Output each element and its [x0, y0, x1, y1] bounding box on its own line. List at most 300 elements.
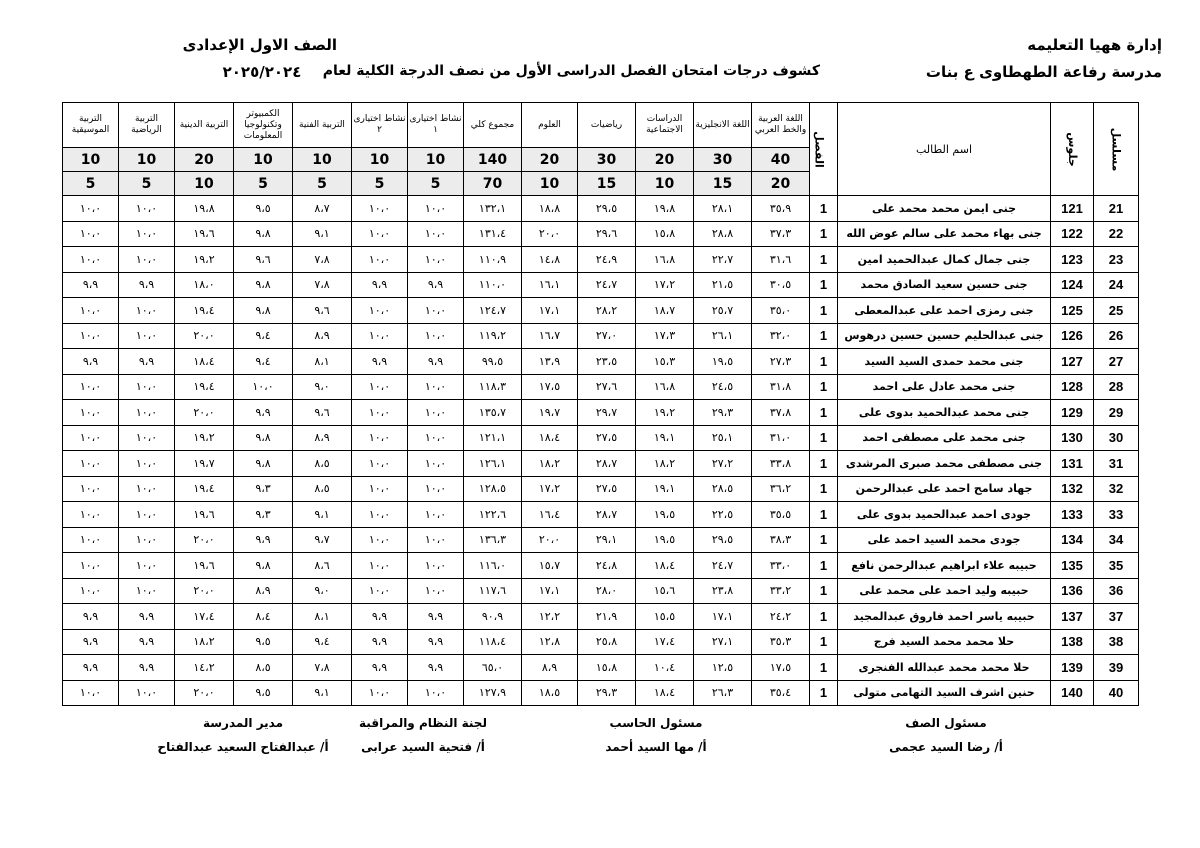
grade-cell: ١٤،٨ — [522, 247, 578, 273]
term-cell: 1 — [810, 196, 838, 222]
term-cell: 1 — [810, 527, 838, 553]
student-name-cell: جنى محمد حمدى السيد السيد — [838, 349, 1051, 375]
signature-title: مسئول الصف — [905, 716, 987, 730]
serial-cell: 26 — [1094, 323, 1139, 349]
student-name-cell: جنى عبدالحليم حسين حسين درهوس — [838, 323, 1051, 349]
grade-cell: ١٠،٠ — [119, 221, 175, 247]
subject-header: نشاط اختيارى ١ — [408, 103, 464, 148]
grade-cell: ٢٠،٠ — [175, 680, 234, 706]
grade-cell: ١٠،٠ — [408, 323, 464, 349]
student-name-cell: حنين اشرف السيد التهامى متولى — [838, 680, 1051, 706]
serial-cell: 37 — [1094, 604, 1139, 630]
subject-max-score: 40 — [752, 148, 810, 172]
seat-number-cell: 134 — [1051, 527, 1094, 553]
grade-level: الصف الاول الإعدادى — [182, 36, 337, 54]
signature-block — [851, 716, 1041, 754]
serial-cell: 35 — [1094, 553, 1139, 579]
grade-cell: ١٢٧،٩ — [464, 680, 522, 706]
serial-cell: 33 — [1094, 502, 1139, 528]
grade-cell: ٣٥،٩ — [752, 196, 810, 222]
grade-cell: ٩،٧ — [293, 527, 352, 553]
serial-cell: 39 — [1094, 655, 1139, 681]
term-cell: 1 — [810, 400, 838, 426]
grade-cell: ١٢،٨ — [522, 629, 578, 655]
grade-cell: ٩،٩ — [63, 655, 119, 681]
grade-cell: ١٧،٥ — [522, 374, 578, 400]
subject-header: رياضيات — [578, 103, 636, 148]
grade-cell: ٢٧،٢ — [694, 451, 752, 477]
grade-cell: ٩،٤ — [234, 349, 293, 375]
sheet-title: كشوف درجات امتحان الفصل الدراسى الأول من نصف الدرجة الكلية لعام — [322, 63, 820, 79]
grade-cell: ١٦،٧ — [522, 323, 578, 349]
grade-cell: ٢٤،٧ — [578, 272, 636, 298]
grade-cell: ٩،٩ — [234, 400, 293, 426]
subject-max-score: 30 — [694, 148, 752, 172]
grade-cell: ١٨،٢ — [636, 451, 694, 477]
grade-cell: ٣٧،٣ — [752, 221, 810, 247]
grade-cell: ١٣١،٤ — [464, 221, 522, 247]
grade-cell: ٩،٨ — [234, 553, 293, 579]
grade-cell: ٢١،٩ — [578, 604, 636, 630]
grade-cell: ٩،٩ — [119, 272, 175, 298]
student-name-cell: جنى محمد على مصطفى احمد — [838, 425, 1051, 451]
signature-block — [561, 716, 751, 754]
grade-cell: ١٠،٠ — [63, 680, 119, 706]
grade-cell: ٩،٩ — [119, 349, 175, 375]
grade-cell: ٩،٦ — [234, 247, 293, 273]
grade-cell: ٩،٩ — [119, 655, 175, 681]
grade-cell: ٩،٩ — [408, 604, 464, 630]
grade-cell: ١٠،٠ — [119, 527, 175, 553]
grade-cell: ٢٨،٨ — [694, 221, 752, 247]
grade-cell: ١٠،٠ — [119, 374, 175, 400]
grade-cell: ١٠،٠ — [63, 527, 119, 553]
subject-max-score: 20 — [522, 148, 578, 172]
grade-cell: ٢٨،٥ — [694, 476, 752, 502]
table-row — [63, 400, 1139, 426]
grade-cell: ٣٥،٠ — [752, 298, 810, 324]
grade-cell: ٣٧،٨ — [752, 400, 810, 426]
table-row — [63, 323, 1139, 349]
seat-number-cell: 124 — [1051, 272, 1094, 298]
student-name-cell: حلا محمد محمد السيد فرج — [838, 629, 1051, 655]
table-row — [63, 578, 1139, 604]
grade-cell: ١١٧،٦ — [464, 578, 522, 604]
grade-cell: ١٧،١ — [522, 298, 578, 324]
serial-cell: 32 — [1094, 476, 1139, 502]
serial-cell: 31 — [1094, 451, 1139, 477]
grade-cell: ١٧،٢ — [636, 272, 694, 298]
seat-number-cell: 122 — [1051, 221, 1094, 247]
grade-cell: ٩،٨ — [234, 451, 293, 477]
grade-cell: ١٦،٨ — [636, 374, 694, 400]
grade-cell: ٩٩،٥ — [464, 349, 522, 375]
grade-cell: ٢٧،٦ — [578, 374, 636, 400]
grade-cell: ١٠،٠ — [352, 476, 408, 502]
grade-cell: ١٩،٧ — [175, 451, 234, 477]
grade-cell: ٣٢،٠ — [752, 323, 810, 349]
grade-cell: ١٩،٦ — [175, 553, 234, 579]
grade-cell: ١٢٦،١ — [464, 451, 522, 477]
grade-cell: ٢٤،٢ — [752, 604, 810, 630]
grade-cell: ١٠،٠ — [408, 196, 464, 222]
grade-cell: ١٠،٤ — [636, 655, 694, 681]
subject-half-score: 5 — [63, 172, 119, 196]
subject-header: الكمبيوتر وتكنولوجيا المعلومات — [234, 103, 293, 148]
grade-cell: ١٩،٨ — [175, 196, 234, 222]
table-row — [63, 451, 1139, 477]
grade-cell: ٣١،٠ — [752, 425, 810, 451]
table-row — [63, 425, 1139, 451]
grade-cell: ١٠،٠ — [119, 196, 175, 222]
administration-name: إدارة ههيا التعليمه — [1027, 36, 1162, 54]
grade-cell: ٣٣،٨ — [752, 451, 810, 477]
student-name-cell: جهاد سامح احمد على عبدالرحمن — [838, 476, 1051, 502]
header-term-label: الفصل — [812, 130, 826, 168]
grade-cell: ٢٧،١ — [694, 629, 752, 655]
grade-cell: ١٢،٥ — [694, 655, 752, 681]
signature-block — [148, 716, 338, 754]
subject-half-score: 5 — [293, 172, 352, 196]
seat-number-cell: 133 — [1051, 502, 1094, 528]
table-row — [63, 680, 1139, 706]
grade-cell: ١٠،٠ — [352, 527, 408, 553]
subject-max-score: 10 — [119, 148, 175, 172]
grade-cell: ١٠،٠ — [63, 476, 119, 502]
grade-cell: ١٢١،١ — [464, 425, 522, 451]
grade-cell: ١٠،٠ — [63, 298, 119, 324]
table-row — [63, 527, 1139, 553]
grade-cell: ١٩،٤ — [175, 298, 234, 324]
grade-cell: ١٠،٠ — [408, 400, 464, 426]
grade-cell: ٧،٨ — [293, 655, 352, 681]
table-row — [63, 604, 1139, 630]
seat-number-cell: 127 — [1051, 349, 1094, 375]
grade-cell: ١٠،٠ — [63, 374, 119, 400]
term-cell: 1 — [810, 502, 838, 528]
grade-cell: ١٥،٧ — [522, 553, 578, 579]
grade-cell: ١٠،٠ — [119, 298, 175, 324]
grade-cell: ٨،٩ — [234, 578, 293, 604]
subject-max-score: 10 — [63, 148, 119, 172]
term-cell: 1 — [810, 655, 838, 681]
grade-cell: ٣٥،٥ — [752, 502, 810, 528]
grade-cell: ١١٨،٣ — [464, 374, 522, 400]
term-cell: 1 — [810, 323, 838, 349]
subject-max-score: 10 — [293, 148, 352, 172]
grade-cell: ٩،١ — [293, 502, 352, 528]
term-cell: 1 — [810, 349, 838, 375]
grade-cell: ٩،٥ — [234, 629, 293, 655]
grade-cell: ١٠،٠ — [63, 247, 119, 273]
grade-cell: ٧،٨ — [293, 272, 352, 298]
grade-cell: ١٠،٠ — [352, 451, 408, 477]
term-cell: 1 — [810, 425, 838, 451]
grade-cell: ٢٠،٠ — [175, 527, 234, 553]
grade-cell: ١٠،٠ — [352, 247, 408, 273]
header-serial — [1094, 103, 1139, 196]
seat-number-cell: 132 — [1051, 476, 1094, 502]
grade-cell: ٩،٩ — [352, 655, 408, 681]
grade-cell: ١٩،٦ — [175, 502, 234, 528]
grade-cell: ٩،٥ — [234, 680, 293, 706]
grade-cell: ٩،٦ — [293, 400, 352, 426]
grade-cell: ٢٦،٣ — [694, 680, 752, 706]
serial-cell: 30 — [1094, 425, 1139, 451]
grade-cell: ١٧،١ — [522, 578, 578, 604]
signature-title: مسئول الحاسب — [609, 716, 703, 730]
grade-cell: ٢١،٥ — [694, 272, 752, 298]
grade-cell: ٢٨،٢ — [578, 298, 636, 324]
header-student-name: اسم الطالب — [838, 103, 1051, 196]
grade-cell: ٩،٩ — [234, 527, 293, 553]
grade-cell: ٩،٤ — [293, 629, 352, 655]
grade-cell: ١٩،١ — [636, 425, 694, 451]
table-row — [63, 247, 1139, 273]
grade-cell: ١٠،٠ — [119, 680, 175, 706]
term-cell: 1 — [810, 298, 838, 324]
header-seat-label: جلوس — [1065, 131, 1079, 167]
grade-cell: ٨،١ — [293, 349, 352, 375]
school-name: مدرسة رفاعة الطهطاوى ع بنات — [925, 63, 1162, 81]
grade-cell: ٢٠،٠ — [522, 527, 578, 553]
signature-block — [328, 716, 518, 754]
grade-cell: ١٥،٨ — [636, 221, 694, 247]
grade-cell: ١٣٥،٧ — [464, 400, 522, 426]
grade-cell: ١٤،٢ — [175, 655, 234, 681]
grade-cell: ٩،٨ — [234, 425, 293, 451]
serial-cell: 24 — [1094, 272, 1139, 298]
table-row — [63, 349, 1139, 375]
grade-cell: ٩،٠ — [293, 578, 352, 604]
grade-cell: ٩،٣ — [234, 502, 293, 528]
grade-cell: ٢٨،٧ — [578, 502, 636, 528]
grade-cell: ٢٨،٠ — [578, 578, 636, 604]
grade-cell: ٨،٤ — [234, 604, 293, 630]
grade-cell: ١٠،٠ — [234, 374, 293, 400]
grade-cell: ٣٠،٥ — [752, 272, 810, 298]
subject-max-score: 20 — [175, 148, 234, 172]
grade-cell: ١٠،٠ — [119, 247, 175, 273]
grade-cell: ٩،٩ — [352, 272, 408, 298]
serial-cell: 34 — [1094, 527, 1139, 553]
grade-cell: ١٧،٥ — [752, 655, 810, 681]
term-cell: 1 — [810, 451, 838, 477]
grade-cell: ٨،٥ — [293, 476, 352, 502]
grade-cell: ٨،٩ — [293, 323, 352, 349]
table-row — [63, 553, 1139, 579]
grade-cell: ١٠،٠ — [119, 400, 175, 426]
grade-cell: ٩،٩ — [408, 629, 464, 655]
table-row — [63, 655, 1139, 681]
grade-cell: ٨،٩ — [293, 425, 352, 451]
subject-half-score: 10 — [636, 172, 694, 196]
grade-cell: ١٠،٠ — [352, 553, 408, 579]
grade-cell: ١٣٦،٣ — [464, 527, 522, 553]
student-name-cell: حبيبه وليد احمد على محمد على — [838, 578, 1051, 604]
subject-half-score: 5 — [352, 172, 408, 196]
grade-cell: ٩،٩ — [408, 349, 464, 375]
subject-half-score: 15 — [694, 172, 752, 196]
student-name-cell: جنى جمال كمال عبدالحميد امين — [838, 247, 1051, 273]
grade-cell: ٢٤،٧ — [694, 553, 752, 579]
grade-cell: ١١٩،٢ — [464, 323, 522, 349]
grade-cell: ١٠،٠ — [119, 323, 175, 349]
term-cell: 1 — [810, 578, 838, 604]
grade-cell: ١٠،٠ — [408, 476, 464, 502]
grade-cell: ١٨،٤ — [636, 680, 694, 706]
subject-max-score: 10 — [234, 148, 293, 172]
seat-number-cell: 140 — [1051, 680, 1094, 706]
grade-cell: ٣٨،٣ — [752, 527, 810, 553]
grade-cell: ٦٥،٠ — [464, 655, 522, 681]
grade-cell: ٩،٩ — [352, 349, 408, 375]
term-cell: 1 — [810, 553, 838, 579]
student-name-cell: جنى محمد عادل على احمد — [838, 374, 1051, 400]
grade-cell: ١٨،٨ — [522, 196, 578, 222]
subject-header: مجموع كلي — [464, 103, 522, 148]
grade-cell: ١٧،٤ — [175, 604, 234, 630]
subject-header: نشاط اختيارى ٢ — [352, 103, 408, 148]
grade-cell: ١٠،٠ — [119, 451, 175, 477]
grade-cell: ١٥،٥ — [636, 604, 694, 630]
grade-cell: ٩،٩ — [63, 349, 119, 375]
grade-cell: ٢٢،٥ — [694, 502, 752, 528]
student-name-cell: جنى حسين سعيد الصادق محمد — [838, 272, 1051, 298]
grade-cell: ٢٧،٥ — [578, 476, 636, 502]
grade-cell: ١٠،٠ — [63, 425, 119, 451]
grade-cell: ٩،٩ — [63, 629, 119, 655]
grade-cell: ٢٢،٧ — [694, 247, 752, 273]
grade-cell: ١٨،٢ — [175, 629, 234, 655]
header-term — [810, 103, 838, 196]
grade-cell: ١٩،٥ — [636, 502, 694, 528]
term-cell: 1 — [810, 374, 838, 400]
grade-cell: ١٠،٠ — [352, 502, 408, 528]
grade-cell: ١٠،٠ — [408, 221, 464, 247]
grade-cell: ٣١،٨ — [752, 374, 810, 400]
grade-cell: ٢٧،٥ — [578, 425, 636, 451]
grade-cell: ١٠،٠ — [119, 553, 175, 579]
grade-cell: ٢٤،٥ — [694, 374, 752, 400]
grade-cell: ٢٩،١ — [578, 527, 636, 553]
grade-cell: ١٠،٠ — [63, 400, 119, 426]
subject-half-score: 10 — [175, 172, 234, 196]
grade-cell: ١٠،٠ — [352, 400, 408, 426]
grade-cell: ٨،٩ — [522, 655, 578, 681]
grade-cell: ١٢،٢ — [522, 604, 578, 630]
grade-cell: ٩،٨ — [234, 221, 293, 247]
grade-cell: ١٨،٥ — [522, 680, 578, 706]
grade-cell: ٢٤،٩ — [578, 247, 636, 273]
seat-number-cell: 135 — [1051, 553, 1094, 579]
grade-cell: ١٩،٤ — [175, 476, 234, 502]
grade-cell: ١٣٢،١ — [464, 196, 522, 222]
grade-cell: ١٠،٠ — [63, 323, 119, 349]
grade-cell: ١١٠،٠ — [464, 272, 522, 298]
grade-cell: ٢٧،٠ — [578, 323, 636, 349]
subject-half-score: 20 — [752, 172, 810, 196]
subject-header: التربية الموسيقية — [63, 103, 119, 148]
grade-cell: ١٩،٢ — [636, 400, 694, 426]
grade-cell: ١٠،٠ — [63, 578, 119, 604]
grade-cell: ٣١،٦ — [752, 247, 810, 273]
grade-cell: ٢٥،٨ — [578, 629, 636, 655]
grade-cell: ٩،٩ — [408, 655, 464, 681]
grade-cell: ١٠،٠ — [119, 502, 175, 528]
subject-header: اللغة العربية والخط العربي — [752, 103, 810, 148]
grade-cell: ١٧،٤ — [636, 629, 694, 655]
grade-cell: ٢٤،٨ — [578, 553, 636, 579]
student-name-cell: جنى مصطفى محمد صبرى المرشدى — [838, 451, 1051, 477]
subject-header: العلوم — [522, 103, 578, 148]
grade-cell: ١٠،٠ — [352, 196, 408, 222]
grade-cell: ٧،٨ — [293, 247, 352, 273]
grade-cell: ٩،٠ — [293, 374, 352, 400]
grade-cell: ١٩،٢ — [175, 425, 234, 451]
grade-cell: ٨،٦ — [293, 553, 352, 579]
serial-cell: 22 — [1094, 221, 1139, 247]
grade-cell: ٢٩،٣ — [694, 400, 752, 426]
grade-cell: ١٠،٠ — [352, 578, 408, 604]
grade-cell: ١٨،٠ — [175, 272, 234, 298]
seat-number-cell: 121 — [1051, 196, 1094, 222]
grade-cell: ٢٥،١ — [694, 425, 752, 451]
subject-header: الدراسات الاجتماعية — [636, 103, 694, 148]
grade-cell: ٩،٩ — [63, 272, 119, 298]
signature-title: لجنة النظام والمراقبة — [359, 716, 487, 730]
grade-cell: ٩،٤ — [234, 323, 293, 349]
grade-cell: ١٧،٣ — [636, 323, 694, 349]
table-row — [63, 476, 1139, 502]
grade-cell: ٢٨،١ — [694, 196, 752, 222]
student-name-cell: حبيبه علاء ابراهيم عبدالرحمن نافع — [838, 553, 1051, 579]
term-cell: 1 — [810, 221, 838, 247]
subject-half-score: 5 — [408, 172, 464, 196]
serial-cell: 23 — [1094, 247, 1139, 273]
grade-cell: ٩،٩ — [119, 629, 175, 655]
grade-cell: ٩،١ — [293, 680, 352, 706]
grade-cell: ١٥،٨ — [578, 655, 636, 681]
grade-cell: ١٩،٥ — [636, 527, 694, 553]
seat-number-cell: 138 — [1051, 629, 1094, 655]
subject-max-score: 20 — [636, 148, 694, 172]
grade-cell: ١٠،٠ — [119, 476, 175, 502]
grade-cell: ٨،٥ — [234, 655, 293, 681]
grade-cell: ١٠،٠ — [408, 502, 464, 528]
table-row — [63, 502, 1139, 528]
signature-name: أ/ فتحية السيد عرابى — [361, 740, 485, 754]
grade-cell: ١٩،١ — [636, 476, 694, 502]
serial-cell: 28 — [1094, 374, 1139, 400]
subject-max-score: 30 — [578, 148, 636, 172]
grade-cell: ١٩،٤ — [175, 374, 234, 400]
term-cell: 1 — [810, 680, 838, 706]
grade-cell: ١٠،٠ — [352, 425, 408, 451]
grade-cell: ١٠،٠ — [63, 221, 119, 247]
student-name-cell: جنى محمد عبدالحميد بدوى على — [838, 400, 1051, 426]
seat-number-cell: 129 — [1051, 400, 1094, 426]
subject-header: التربية الفنية — [293, 103, 352, 148]
grade-cell: ٩،٥ — [234, 196, 293, 222]
grade-cell: ١٠،٠ — [352, 221, 408, 247]
grade-cell: ٢٣،٨ — [694, 578, 752, 604]
grade-cell: ١٩،٢ — [175, 247, 234, 273]
header-serial-label: مسلسل — [1109, 127, 1123, 171]
grade-cell: ٣٣،٠ — [752, 553, 810, 579]
subject-max-score: 10 — [408, 148, 464, 172]
grade-cell: ٢٩،٥ — [578, 196, 636, 222]
